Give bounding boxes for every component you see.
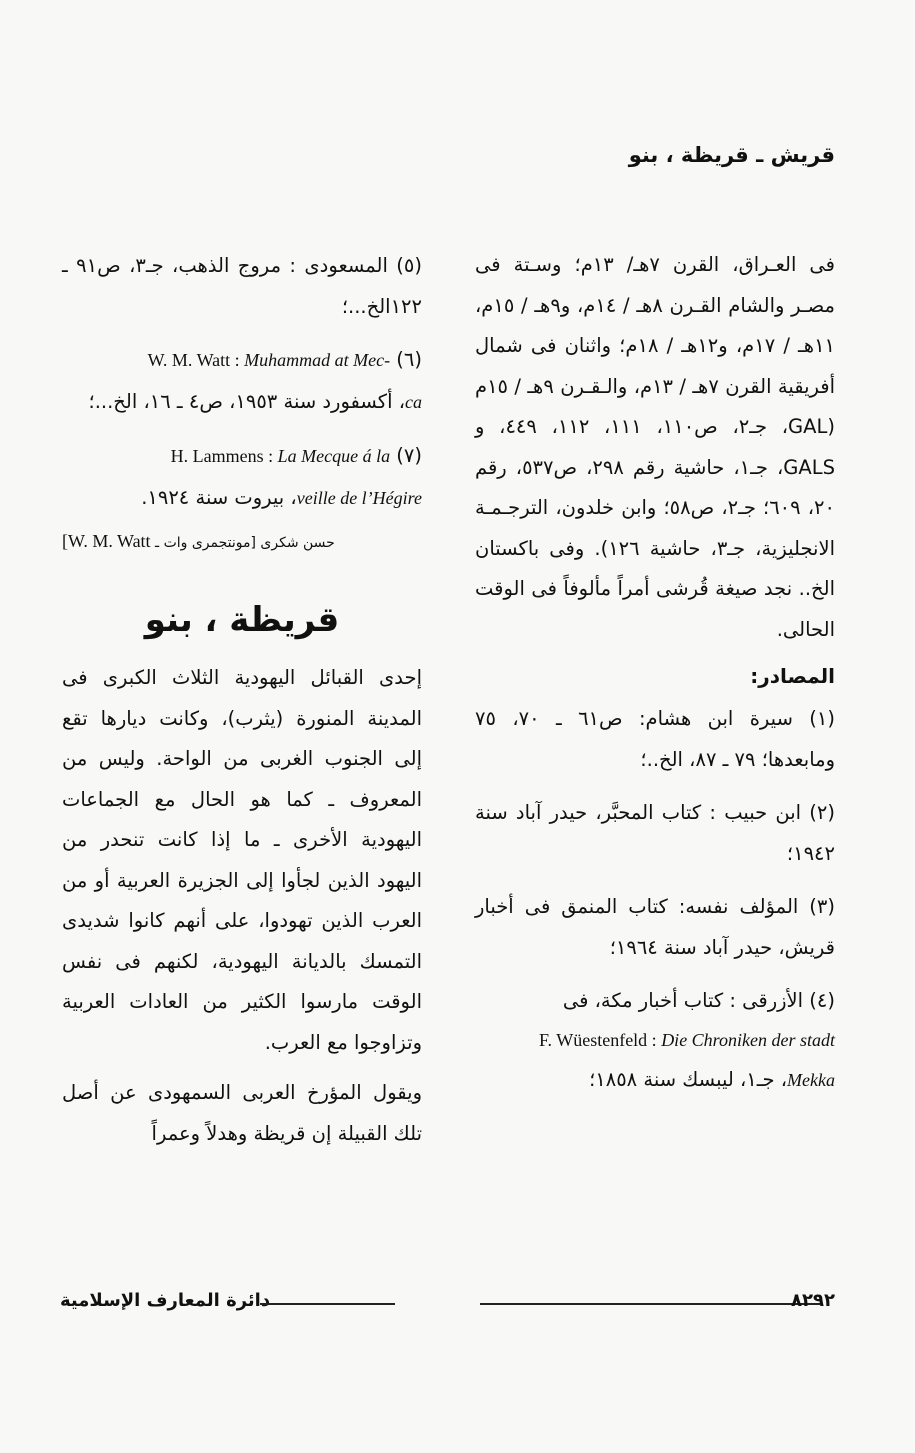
reference-4-title: Die Chroniken der stadt [661, 1030, 835, 1050]
reference-4-arabic: (٤) الأزرقى : كتاب أخبار مكة، فى [562, 989, 835, 1012]
footer-rule-right [480, 1303, 820, 1305]
author-signature [62, 531, 422, 552]
page-number: ٨٢٩٢ [791, 1290, 835, 1311]
reference-4-latin [475, 1021, 835, 1059]
reference-4-tail: ، جـ١، ليبسك سنة ١٨٥٨؛ [589, 1068, 788, 1091]
article-title: قريظة ، بنو [144, 600, 340, 640]
reference-6-title: Muhammad at Mec- [244, 350, 391, 370]
reference-7 [62, 435, 422, 519]
reference-7-tail: ، بيروت سنة ١٩٢٤. [141, 486, 297, 509]
right-column [475, 245, 835, 1113]
journal-title: دائرة المعارف الإسلامية [60, 1290, 271, 1311]
footer-rule-left [260, 1303, 395, 1305]
reference-7-latin [171, 446, 390, 466]
reference-6-latin [148, 350, 391, 370]
reference-2: (٢) ابن حبيب : كتاب المحبَّر، حيدر آباد سنة ١٩٤٢؛ [475, 801, 835, 865]
body-paragraph: فى العـراق، القرن ٧هـ/ ١٣م؛ وسـتة فى مصـر والشام القـرن ٨هـ / ١٤م، و٩هـ / ١٥م، ١١هـ / ١٧م، و١٢هـ / ١٨م؛ واثنان فى شمال أفريقية القرن ٧هـ / ١٣م، والـقـرن ٩هـ / ١٥م (GAL، جـ٢، ص١١٠، ١١١، ١١٢، ٤٤٩، و GALS، جـ١، حاشية رقم ٢٩٨، ص٥٣٧، رقم ٢٠، ٦٠٩؛ جـ٢، ص٥٨؛ وابن خلدون، الترجـمـة الانجليزية، جـ٣، حاشية ١٢٦). وفى باكستان الخ.. نجد صيغة قُرشى أمراً مألوفاً فى الوقت الحالى. [475, 253, 836, 641]
reference-1: (١) سيرة ابن هشام: ص٦١ ـ ٧٠، ٧٥ ومابعدها؛ ٧٩ ـ ٨٧، الخ..؛ [475, 707, 835, 771]
reference-6 [62, 339, 422, 423]
reference-4-title-cont: Mekka [787, 1070, 835, 1090]
reference-6-title-cont: ca [405, 392, 422, 412]
signature-arabic: حسن شكرى [مونتجمرى وات ـ [155, 535, 335, 551]
reference-6-tail: ، أكسفورد سنة ١٩٥٣، ص٤ ـ ١٦، الخ...؛ [88, 390, 405, 413]
article-paragraph-1: إحدى القبائل اليهودية الثلاث الكبرى فى المدينة المنورة (يثرب)، وكانت ديارها تقع إلى الجنوب الغربى من الواحة. وليس من المعروف ـ كما هو الحال مع الجماعات اليهودية الأخرى ـ ما إذا كانت تنحدر من اليهود الذين لجأوا إلى الجزيرة العربية أو من العرب الذين تهودوا، على أنهم كانوا شديدى التمسك بالديانة اليهودية، لكنهم فى نفس الوقت مارسوا الكثير من العادات العربية وتزاوجوا مع العرب. [62, 666, 422, 1054]
sources-heading: المصادر: [750, 664, 835, 688]
reference-6-number: (٦) [396, 348, 422, 371]
left-column [62, 245, 422, 1164]
article-paragraph-2: ويقول المؤرخ العربى السمهودى عن أصل تلك القبيلة إن قريظة وهدلاً وعمراً [62, 1081, 422, 1145]
reference-7-author: H. Lammens : [170, 446, 278, 466]
reference-7-number: (٧) [396, 444, 422, 467]
reference-5: (٥) المسعودى : مروج الذهب، جـ٣، ص٩١ ـ ١٢٢الخ...؛ [62, 254, 422, 318]
reference-7-title: La Mecque á la [277, 446, 391, 466]
reference-4 [475, 980, 835, 1101]
reference-6-author: W. M. Watt : [147, 350, 245, 370]
reference-7-title-cont: veille de l’Hégire [296, 488, 422, 508]
reference-3: (٣) المؤلف نفسه: كتاب المنمق فى أخبار قريش، حيدر آباد سنة ١٩٦٤؛ [475, 895, 835, 959]
page-footer [60, 1290, 835, 1320]
running-head: قريش ـ قريظة ، بنو [628, 143, 835, 167]
signature-latin: W. M. Watt] [62, 531, 151, 551]
reference-4-author: F. Wüestenfeld : [538, 1030, 662, 1050]
